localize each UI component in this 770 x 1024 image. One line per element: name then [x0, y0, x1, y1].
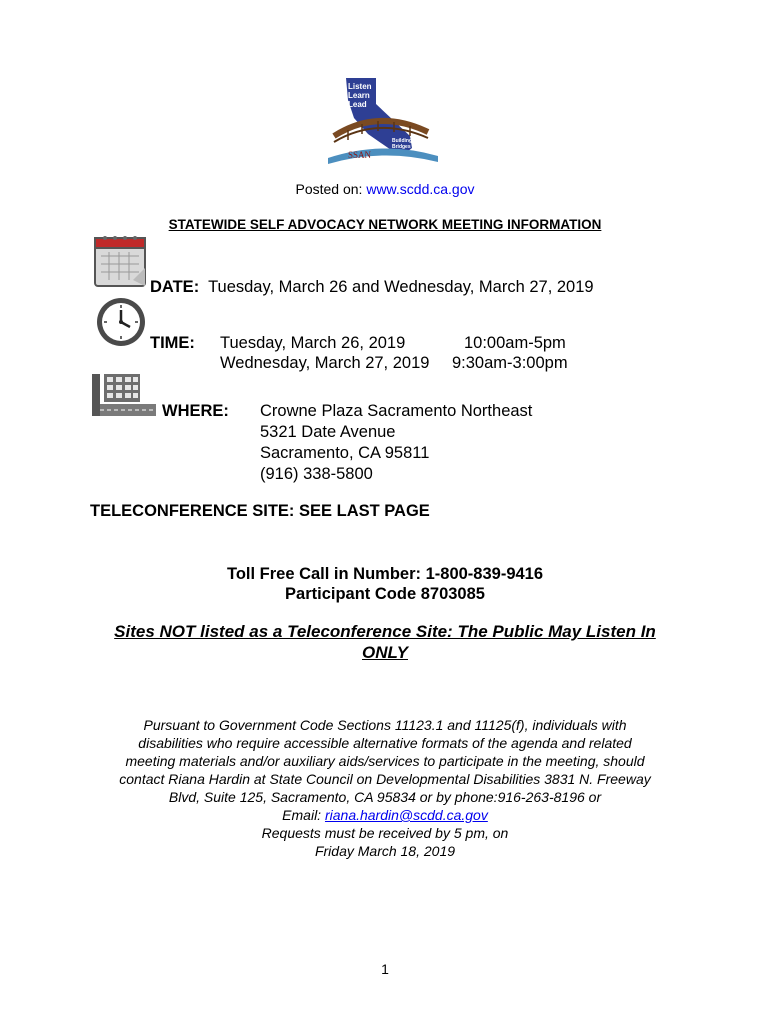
page-title: STATEWIDE SELF ADVOCACY NETWORK MEETING INFORMATION [168, 217, 602, 232]
time-label: TIME: [150, 334, 195, 352]
date-row [150, 278, 594, 297]
participant-code: Participant Code 8703085 [285, 585, 485, 603]
accessibility-notice [0, 716, 770, 860]
ssan-logo [328, 70, 438, 172]
accessibility-line-2: disabilities who require accessible alternative formats of the agenda and related [138, 735, 632, 751]
date-label: DATE: [150, 278, 200, 296]
accessibility-line-4: contact Riana Hardin at State Council on Developmental Disabilities 3831 N. Freeway [119, 771, 651, 787]
date-value: Tuesday, March 26 and Wednesday, March 27, 2019 [208, 278, 594, 296]
deadline-line-1: Requests must be received by 5 pm, on [261, 825, 509, 841]
logo-word-learn: Learn [348, 91, 370, 100]
where-label: WHERE: [162, 402, 229, 420]
logo-tagline: Building Bridges [392, 138, 412, 150]
time-row-1-hours: 10:00am-5pm [464, 334, 566, 352]
accessibility-line-3: meeting materials and/or auxiliary aids/services to participate in the meeting, should [125, 753, 645, 769]
logo-word-lead: Lead [348, 100, 367, 109]
deadline-line-2: Friday March 18, 2019 [314, 843, 456, 859]
logo-word-listen: Listen [348, 82, 372, 91]
toll-free-number: Toll Free Call in Number: 1-800-839-9416 [226, 565, 544, 583]
where-city: Sacramento, CA 95811 [260, 444, 430, 462]
sites-notice-line-2: ONLY [362, 643, 408, 662]
posted-on-label: Posted on: [295, 181, 367, 197]
logo-acronym: SSAN [348, 150, 372, 160]
where-street: 5321 Date Avenue [260, 423, 396, 441]
email-link[interactable]: riana.hardin@scdd.ca.gov [324, 807, 488, 823]
time-row-2-hours: 9:30am-3:00pm [452, 354, 568, 372]
page-number: 1 [381, 961, 389, 977]
website-link[interactable]: www.scdd.ca.gov [366, 181, 475, 197]
sites-notice-line-1: Sites NOT listed as a Teleconference Site: The Public May Listen In [114, 622, 656, 641]
email-line [0, 806, 770, 824]
where-venue: Crowne Plaza Sacramento Northeast [260, 402, 533, 420]
accessibility-line-5: Blvd, Suite 125, Sacramento, CA 95834 or by phone:916-263-8196 or [168, 789, 602, 805]
accessibility-line-1: Pursuant to Government Code Sections 11123.1 and 11125(f), individuals with [143, 717, 627, 733]
time-row-2-day: Wednesday, March 27, 2019 [220, 354, 430, 372]
email-label: Email: [282, 807, 325, 823]
time-row-1-day: Tuesday, March 26, 2019 [220, 334, 406, 352]
teleconference-note: TELECONFERENCE SITE: SEE LAST PAGE [90, 502, 430, 520]
calendar-icon [93, 234, 147, 288]
building-icon [92, 374, 156, 418]
clock-icon [95, 296, 147, 348]
where-phone: (916) 338-5800 [260, 465, 373, 483]
posted-on-line [0, 181, 770, 197]
